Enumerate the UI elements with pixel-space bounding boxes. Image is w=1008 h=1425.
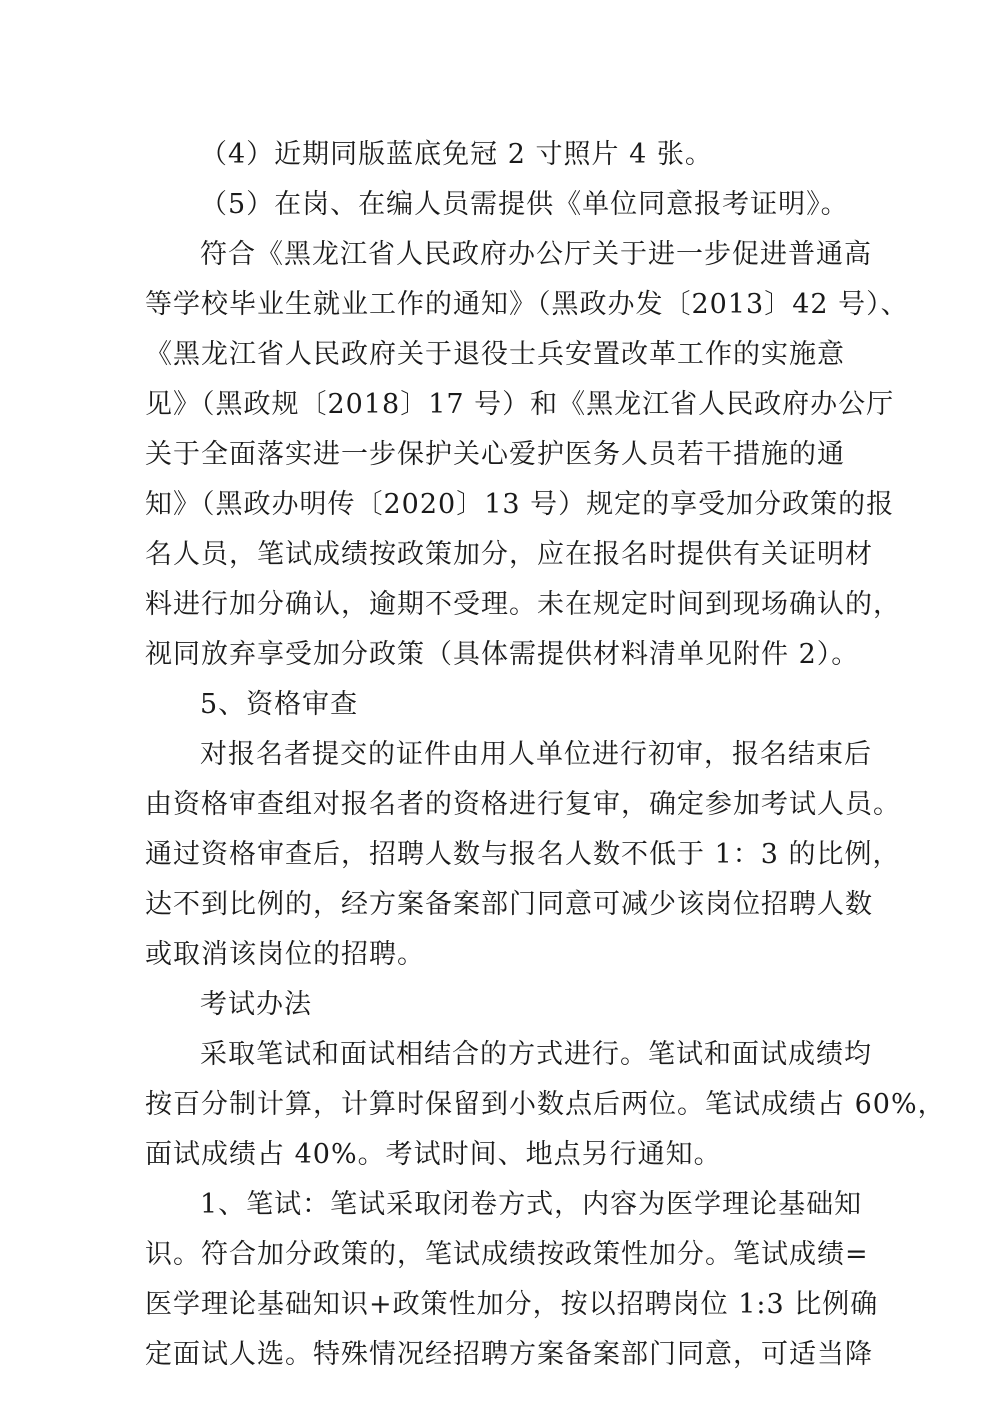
paragraph-line: 或取消该岗位的招聘。 bbox=[145, 939, 425, 970]
item-4-photos: （4）近期同版蓝底免冠 2 寸照片 4 张。 bbox=[200, 139, 713, 170]
paragraph-line: 通过资格审查后，招聘人数与报名人数不低于 1：3 的比例， bbox=[145, 839, 901, 870]
paragraph-line: 符合《黑龙江省人民政府办公厅关于进一步促进普通高 bbox=[200, 239, 872, 270]
section-heading-qualification: 5、资格审查 bbox=[200, 689, 359, 720]
paragraph-line: 见》（黑政规〔2018〕17 号）和《黑龙江省人民政府办公厅 bbox=[145, 389, 895, 420]
paragraph-line: 名人员，笔试成绩按政策加分，应在报名时提供有关证明材 bbox=[145, 539, 873, 570]
section-heading-exam-method: 考试办法 bbox=[200, 989, 312, 1020]
paragraph-line: 医学理论基础知识+政策性加分，按以招聘岗位 1:3 比例确 bbox=[145, 1289, 879, 1320]
paragraph-line: 料进行加分确认，逾期不受理。未在规定时间到现场确认的， bbox=[145, 589, 901, 620]
paragraph-line: 《黑龙江省人民政府关于退役士兵安置改革工作的实施意 bbox=[145, 339, 845, 370]
paragraph-line: 视同放弃享受加分政策（具体需提供材料清单见附件 2）。 bbox=[145, 639, 860, 670]
paragraph-line: 1、笔试：笔试采取闭卷方式，内容为医学理论基础知 bbox=[200, 1189, 863, 1220]
paragraph-line: 识。符合加分政策的，笔试成绩按政策性加分。笔试成绩= bbox=[145, 1239, 869, 1270]
paragraph-line: 对报名者提交的证件由用人单位进行初审，报名结束后 bbox=[200, 739, 872, 770]
paragraph-line: 面试成绩占 40%。考试时间、地点另行通知。 bbox=[145, 1139, 722, 1170]
paragraph-line: 由资格审查组对报名者的资格进行复审，确定参加考试人员。 bbox=[145, 789, 901, 820]
paragraph-line: 按百分制计算，计算时保留到小数点后两位。笔试成绩占 60%， bbox=[145, 1089, 946, 1120]
paragraph-line: 等学校毕业生就业工作的通知》（黑政办发〔2013〕42 号）、 bbox=[145, 289, 909, 320]
paragraph-line: 知》（黑政办明传〔2020〕13 号）规定的享受加分政策的报 bbox=[145, 489, 895, 520]
paragraph-line: 关于全面落实进一步保护关心爱护医务人员若干措施的通 bbox=[145, 439, 845, 470]
item-5-certificate: （5）在岗、在编人员需提供《单位同意报考证明》。 bbox=[200, 189, 849, 220]
paragraph-line: 达不到比例的，经方案备案部门同意可减少该岗位招聘人数 bbox=[145, 889, 873, 920]
paragraph-line: 采取笔试和面试相结合的方式进行。笔试和面试成绩均 bbox=[200, 1039, 872, 1070]
paragraph-line: 定面试人选。特殊情况经招聘方案备案部门同意，可适当降 bbox=[145, 1339, 873, 1370]
